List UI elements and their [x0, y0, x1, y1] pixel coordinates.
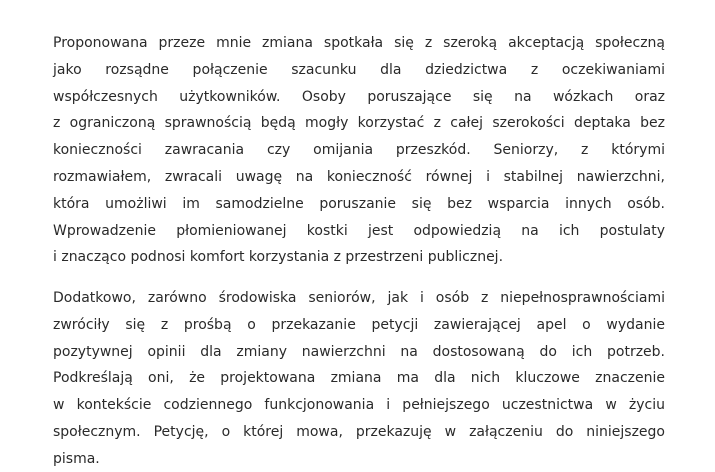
text-line: która umożliwi im samodzielne poruszanie się bez wsparcia innych osób.: [53, 195, 665, 212]
text-line: i znacząco podnosi komfort korzystania z przestrzeni publicznej.: [53, 249, 504, 266]
text-line: w kontekście codziennego funkcjonowania i pełniejszego uczestnictwa w życiu: [53, 397, 665, 414]
text-line: rozmawiałem, zwracali uwagę na konieczność równej i stabilnej nawierzchni,: [53, 168, 665, 185]
text-line: jako rozsądne połączenie szacunku dla dziedzictwa z oczekiwaniami: [53, 61, 665, 78]
text-line: Wprowadzenie płomieniowanej kostki jest odpowiedzią na ich postulaty: [53, 222, 665, 239]
text-line: Dodatkowo, zarówno środowiska seniorów, jak i osób z niepełnosprawnościami: [53, 290, 665, 306]
text-line: pisma.: [53, 450, 100, 467]
text-line: społecznym. Petycję, o której mowa, przekazuję w załączeniu do niniejszego: [53, 423, 665, 440]
paragraph-2: [53, 285, 665, 472]
text-line: Podkreślają oni, że projektowana zmiana ma dla nich kluczowe znaczenie: [53, 370, 665, 387]
text-line: zwróciły się z prośbą o przekazanie petycji zawierającej apel o wydanie: [53, 316, 665, 333]
paragraph-1: [53, 30, 665, 271]
text-line: współczesnych użytkowników. Osoby poruszające się na wózkach oraz: [53, 88, 665, 105]
text-line: pozytywnej opinii dla zmiany nawierzchni na dostosowaną do ich potrzeb.: [53, 343, 665, 360]
text-line: Proponowana przeze mnie zmiana spotkała się z szeroką akceptacją społeczną: [53, 35, 665, 51]
text-line: z ograniczoną sprawnością będą mogły korzystać z całej szerokości deptaka bez: [53, 115, 665, 132]
text-line: konieczności zawracania czy omijania przeszkód. Seniorzy, z którymi: [53, 142, 665, 159]
